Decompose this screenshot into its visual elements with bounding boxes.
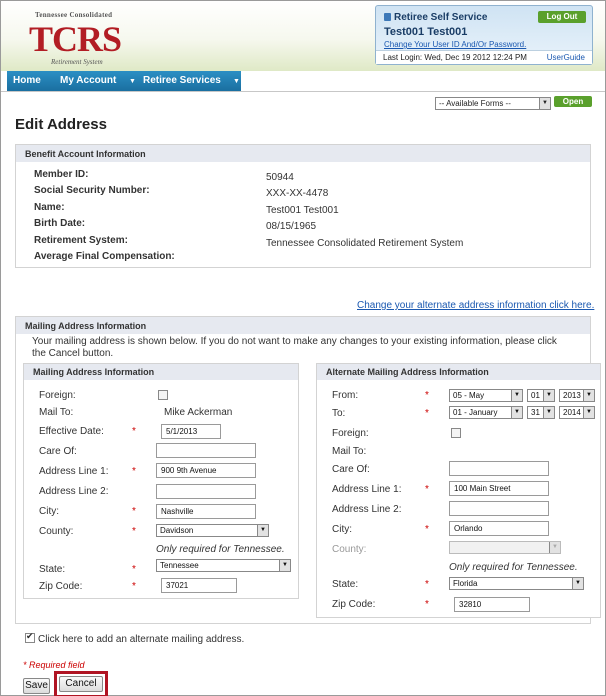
panel-heading: Benefit Account Information [16, 145, 590, 162]
dropdown-arrow-icon[interactable]: ▼ [549, 542, 560, 553]
afc-label: Average Final Compensation: [34, 251, 175, 262]
nav-home[interactable]: Home [13, 75, 41, 86]
alt-care-of-label: Care Of: [332, 464, 370, 475]
site-header [1, 1, 605, 71]
alt-address-line-1-label: Address Line 1: [332, 484, 402, 495]
cancel-highlight-box [54, 671, 108, 696]
dropdown-arrow-icon[interactable]: ▼ [233, 78, 240, 85]
foreign-label: Foreign: [39, 390, 76, 401]
from-label: From: [332, 390, 359, 401]
from-year-select[interactable] [559, 389, 595, 402]
alt-county-note: Only required for Tennessee. [449, 562, 578, 573]
required-mark: * [132, 526, 136, 537]
cancel-button[interactable]: Cancel [59, 676, 103, 692]
retirement-system-label: Retirement System: [34, 235, 128, 246]
required-mark: * [425, 524, 429, 535]
required-mark: * [425, 484, 429, 495]
city-input[interactable]: Nashville [156, 504, 256, 519]
alt-state-value: Florida [453, 579, 478, 588]
page-title: Edit Address [15, 116, 107, 133]
from-month-select[interactable] [449, 389, 523, 402]
member-id-value: 50944 [266, 172, 294, 183]
dropdown-arrow-icon[interactable]: ▼ [279, 560, 290, 571]
dropdown-arrow-icon[interactable]: ▼ [511, 407, 522, 418]
required-mark: * [425, 599, 429, 610]
address-line-1-label: Address Line 1: [39, 466, 109, 477]
state-select[interactable] [156, 559, 291, 572]
care-of-input[interactable] [156, 443, 256, 458]
from-day-select[interactable] [527, 389, 555, 402]
required-mark: * [132, 426, 136, 437]
required-field-note: * Required field [23, 660, 85, 670]
mail-to-label: Mail To: [39, 407, 74, 418]
nav-my-account[interactable]: My Account [60, 75, 117, 86]
alt-address-line-2-label: Address Line 2: [332, 504, 402, 515]
birth-date-label: Birth Date: [34, 218, 86, 229]
birth-date-value: 08/15/1965 [266, 221, 317, 232]
required-mark: * [132, 506, 136, 517]
zip-code-input[interactable]: 37021 [161, 578, 237, 593]
logout-button[interactable]: Log Out [538, 11, 586, 23]
logo-bottom-text: Retirement System [51, 58, 103, 66]
alt-foreign-checkbox[interactable] [451, 428, 461, 438]
member-id-label: Member ID: [34, 169, 89, 180]
dropdown-arrow-icon[interactable]: ▼ [257, 525, 268, 536]
effective-date-input[interactable]: 5/1/2013 [161, 424, 221, 439]
required-mark: * [425, 408, 429, 419]
nav-retiree-services[interactable]: Retiree Services [143, 75, 221, 86]
alt-city-label: City: [332, 524, 352, 535]
change-credentials-link[interactable]: Change Your User ID And/Or Password. [384, 40, 527, 49]
subpanel-heading: Alternate Mailing Address Information [317, 364, 600, 380]
to-day-value: 31 [531, 408, 540, 417]
user-box [375, 5, 593, 65]
to-label: To: [332, 408, 346, 419]
dropdown-arrow-icon[interactable]: ▼ [129, 78, 136, 85]
state-value: Tennessee [160, 561, 199, 570]
name-value: Test001 Test001 [266, 205, 339, 216]
alt-mail-to-label: Mail To: [332, 446, 367, 457]
alt-zip-code-input[interactable]: 32810 [454, 597, 530, 612]
name-label: Name: [34, 202, 65, 213]
to-year-select[interactable] [559, 406, 595, 419]
available-forms-select[interactable] [435, 97, 551, 110]
dropdown-arrow-icon[interactable]: ▼ [543, 407, 554, 418]
dropdown-arrow-icon[interactable]: ▼ [543, 390, 554, 401]
alt-county-label: County: [332, 544, 367, 555]
county-select[interactable] [156, 524, 269, 537]
county-label: County: [39, 526, 74, 537]
logo-letters: TCRS [29, 19, 122, 59]
panel-heading: Mailing Address Information [16, 317, 590, 334]
alt-city-input[interactable]: Orlando [449, 521, 549, 536]
city-label: City: [39, 506, 59, 517]
alt-zip-code-label: Zip Code: [332, 599, 376, 610]
from-year-value: 2013 [563, 391, 581, 400]
dropdown-arrow-icon[interactable]: ▼ [583, 390, 594, 401]
from-day-value: 01 [531, 391, 540, 400]
to-year-value: 2014 [563, 408, 581, 417]
retirement-system-value: Tennessee Consolidated Retirement System [266, 238, 464, 249]
subpanel-heading: Mailing Address Information [24, 364, 298, 380]
dropdown-arrow-icon[interactable]: ▼ [583, 407, 594, 418]
alt-state-label: State: [332, 579, 359, 590]
alt-foreign-label: Foreign: [332, 428, 369, 439]
alt-county-select[interactable] [449, 541, 561, 554]
address-line-2-input[interactable] [156, 484, 256, 499]
change-alternate-address-link[interactable]: Change your alternate address information click here. [357, 300, 595, 311]
alt-care-of-input[interactable] [449, 461, 549, 476]
nav-divider [1, 91, 605, 92]
required-mark: * [132, 581, 136, 592]
foreign-checkbox[interactable] [158, 390, 168, 400]
address-line-1-input[interactable]: 900 9th Avenue [156, 463, 256, 478]
state-label: State: [39, 564, 66, 575]
care-of-label: Care Of: [39, 446, 77, 457]
to-month-value: 01 - January [453, 408, 498, 417]
county-value: Davidson [160, 526, 194, 535]
ssn-label: Social Security Number: [34, 185, 150, 196]
required-mark: * [132, 564, 136, 575]
lock-icon [384, 13, 391, 21]
effective-date-label: Effective Date: [39, 426, 104, 437]
county-note: Only required for Tennessee. [156, 544, 285, 555]
alt-address-line-1-input[interactable]: 100 Main Street [449, 481, 549, 496]
dropdown-arrow-icon[interactable]: ▼ [539, 98, 550, 109]
alt-address-line-2-input[interactable] [449, 501, 549, 516]
add-alternate-address-checkbox[interactable] [25, 633, 35, 643]
required-mark: * [425, 579, 429, 590]
tcrs-logo[interactable] [29, 11, 129, 67]
address-line-2-label: Address Line 2: [39, 486, 109, 497]
zip-code-label: Zip Code: [39, 581, 83, 592]
required-mark: * [425, 390, 429, 401]
alt-state-select[interactable] [449, 577, 584, 590]
dropdown-arrow-icon[interactable]: ▼ [511, 390, 522, 401]
to-day-select[interactable] [527, 406, 555, 419]
required-mark: * [132, 466, 136, 477]
last-login [376, 50, 592, 64]
add-alternate-address-label[interactable]: Click here to add an alternate mailing address. [38, 634, 245, 645]
logo-top-text: Tennessee Consolidated [35, 11, 113, 19]
service-title: Retiree Self Service [394, 12, 488, 23]
ssn-value: XXX-XX-4478 [266, 188, 329, 199]
to-month-select[interactable] [449, 406, 523, 419]
last-login-text: Last Login: Wed, Dec 19 2012 12:24 PM [383, 53, 527, 62]
user-name: Test001 Test001 [384, 26, 468, 38]
mail-to-value: Mike Ackerman [164, 407, 233, 418]
mailing-intro: Your mailing address is shown below. If you do not want to make any changes to your existing information, please click the Cancel button. [32, 336, 557, 359]
main-nav [7, 71, 241, 91]
save-button[interactable]: Save [23, 678, 50, 694]
available-forms-value: -- Available Forms -- [439, 99, 511, 108]
open-form-button[interactable]: Open [554, 96, 592, 107]
from-month-value: 05 - May [453, 391, 485, 400]
dropdown-arrow-icon[interactable]: ▼ [572, 578, 583, 589]
user-guide-link[interactable]: UserGuide [546, 53, 585, 62]
